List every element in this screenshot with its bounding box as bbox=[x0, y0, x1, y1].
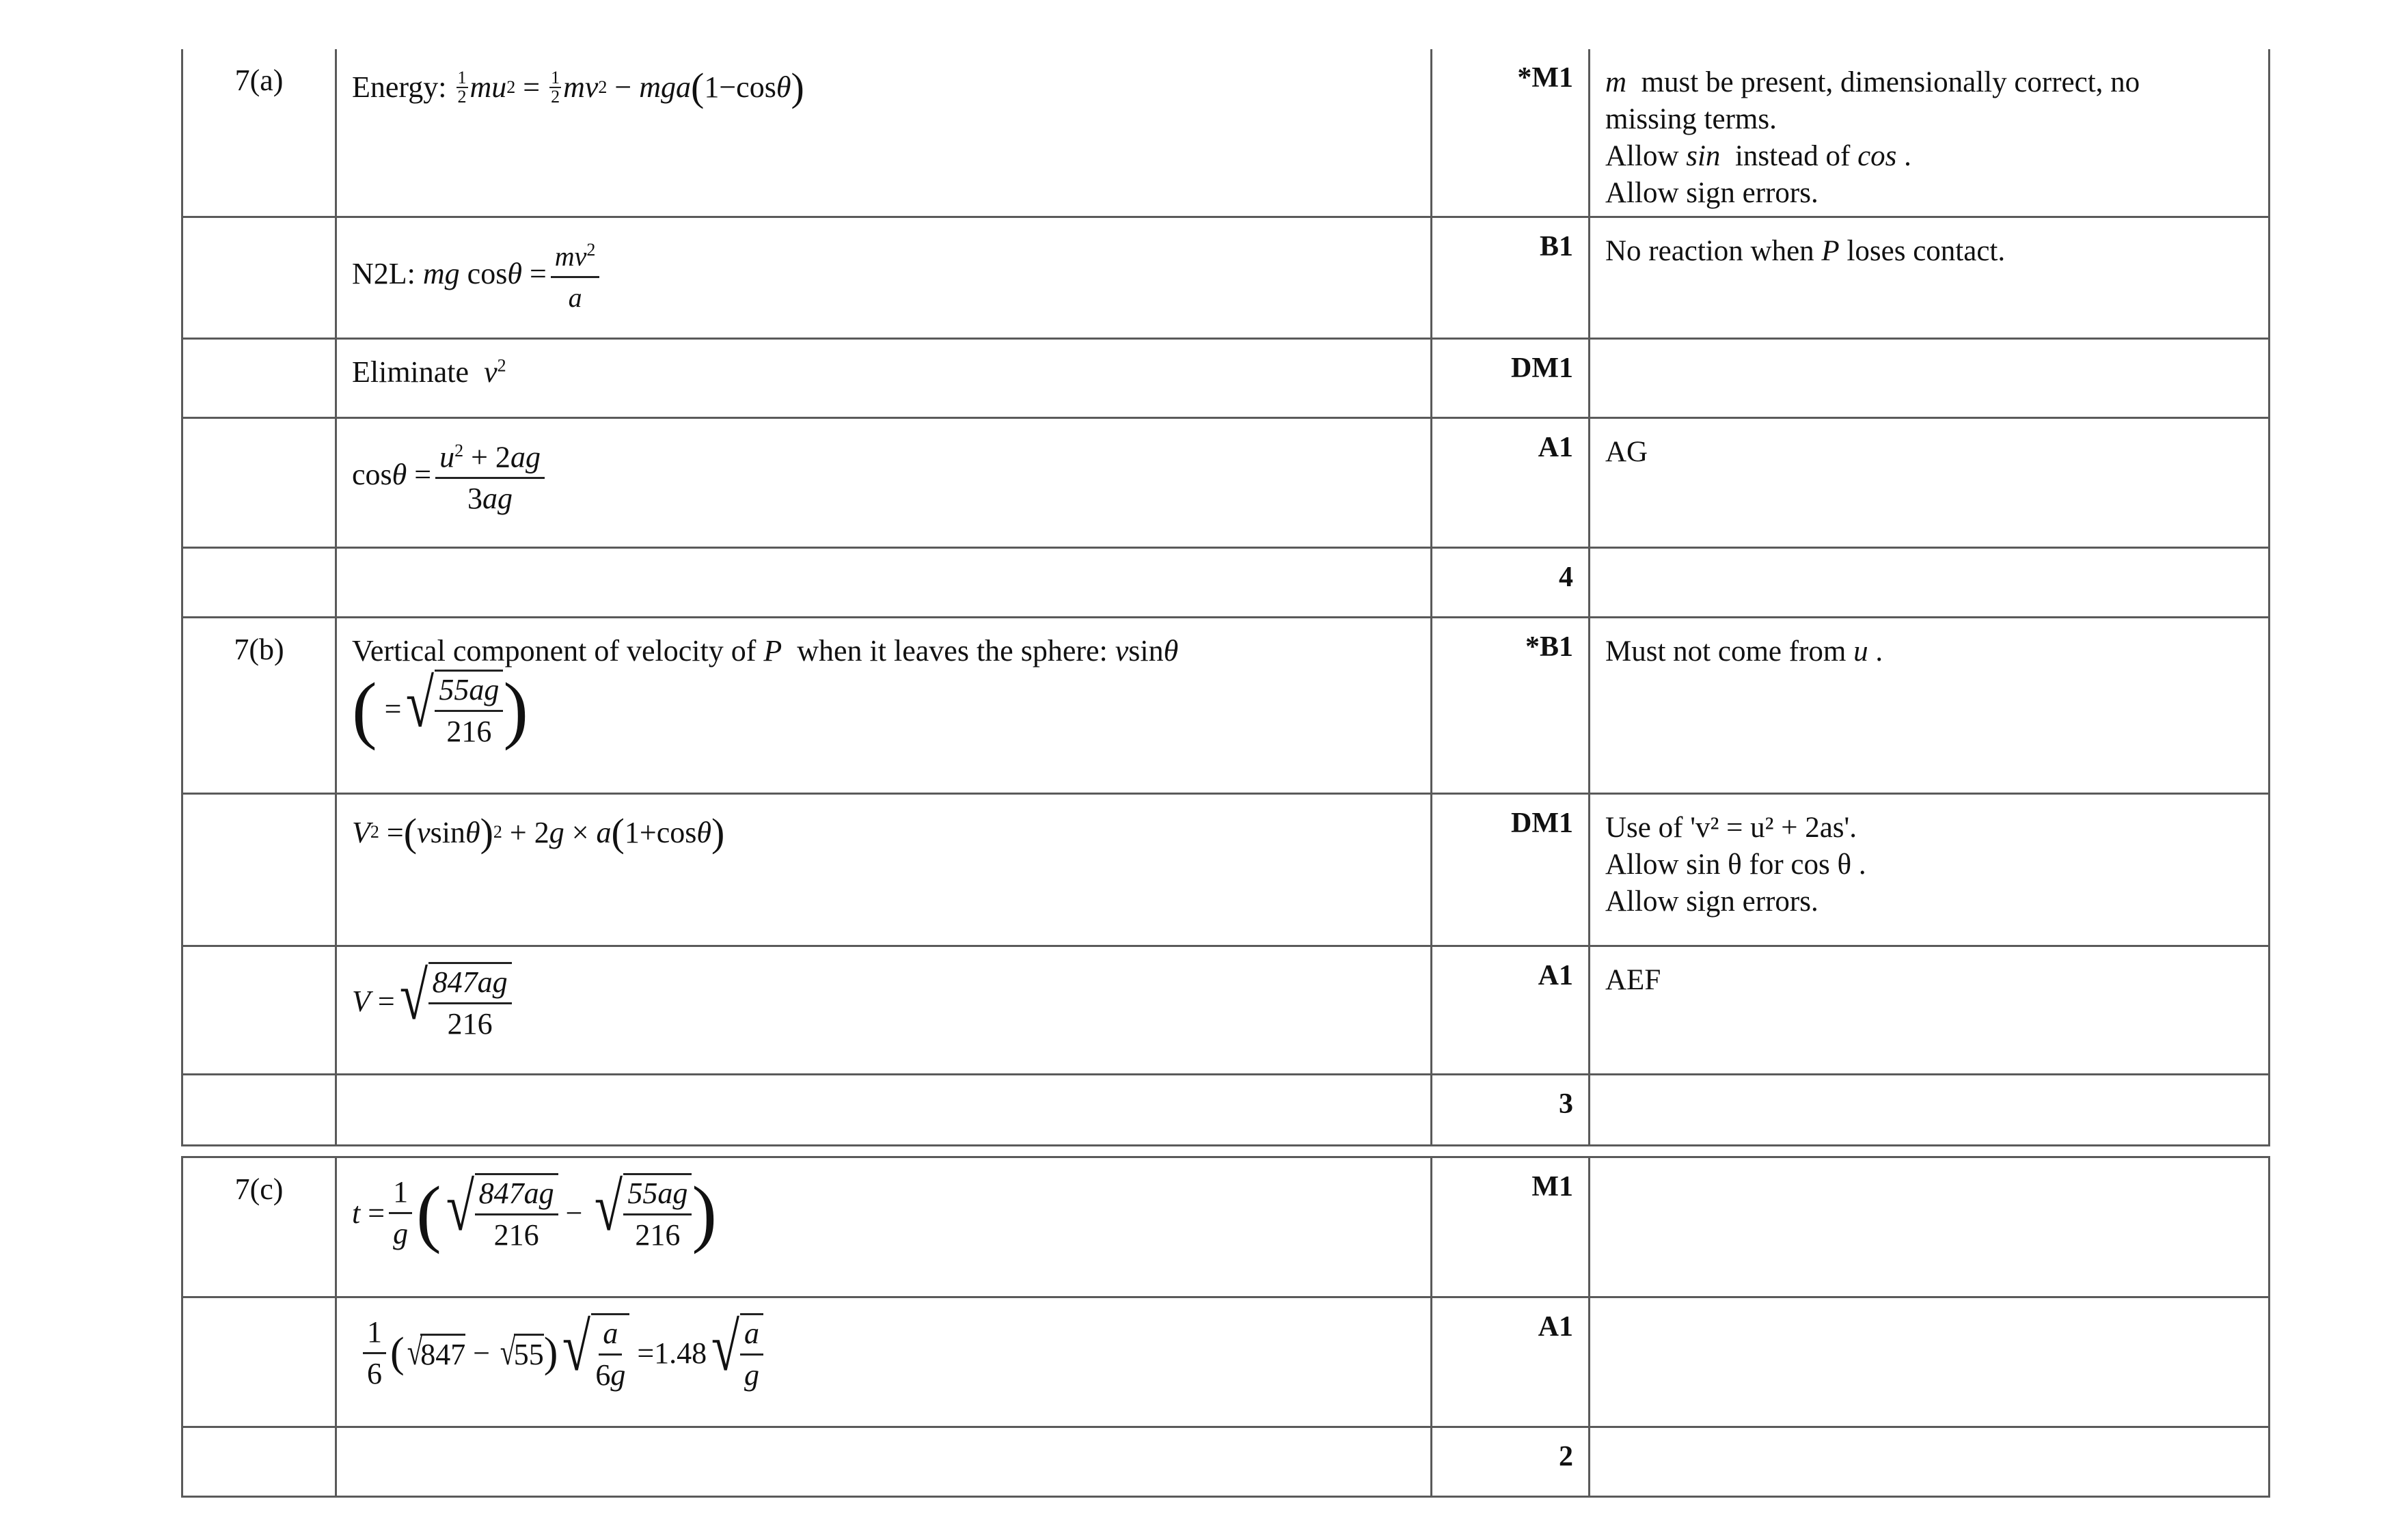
question-number: 7(a) bbox=[182, 49, 336, 217]
guidance-cell: No reaction when P loses contact. bbox=[1590, 217, 2270, 338]
mark-total: 3 bbox=[1432, 1074, 1590, 1145]
answer-cell: V = √ $\frac{847ag}{216}$ bbox=[336, 946, 1432, 1074]
table-row bbox=[182, 1427, 2270, 1497]
table-row bbox=[182, 946, 2270, 1074]
mark-code: A1 bbox=[1432, 1297, 1590, 1427]
guidance-cell: AEF bbox=[1590, 946, 2270, 1074]
guidance-cell bbox=[1590, 338, 2270, 417]
answer-cell: N2L: mg cos θ = $\frac{mv^2}{a}$ bbox=[336, 217, 1432, 338]
answer-cell: $\frac{1}{6}$ ( √ 847 − √ 55 ) √ $\frac{a}{6g}$ =1.48 √ $\frac{a}{g}$ bbox=[336, 1297, 1432, 1427]
answer-cell: Eliminate $v^2$ bbox=[336, 338, 1432, 417]
guidance-cell: AG bbox=[1590, 417, 2270, 547]
question-number: 7(c) bbox=[182, 1157, 336, 1297]
table-row bbox=[182, 49, 2270, 217]
mark-scheme-table-a-b bbox=[181, 49, 2270, 1146]
answer-cell: V 2 = ( v sin θ ) 2 + 2 g × a ( 1+cos θ ) bbox=[336, 793, 1432, 946]
mark-scheme-table-c bbox=[181, 1156, 2270, 1498]
guidance-cell: m must be present, dimensionally correct, no missing terms. Allow sin instead of cos . Allow sign errors. bbox=[1590, 49, 2270, 217]
answer-cell: Vertical component of velocity of P when it leaves the sphere: vsinθ ( = √ $\frac{55ag}{216}$ ) bbox=[336, 617, 1432, 793]
answer-label: Energy: bbox=[352, 70, 447, 104]
table-row bbox=[182, 338, 2270, 417]
mark-code: *B1 bbox=[1432, 617, 1590, 793]
table-row bbox=[182, 1297, 2270, 1427]
table-row bbox=[182, 417, 2270, 547]
question-number: 7(b) bbox=[182, 617, 336, 793]
table-row bbox=[182, 547, 2270, 617]
guidance-cell bbox=[1590, 1157, 2270, 1297]
mark-code: DM1 bbox=[1432, 338, 1590, 417]
table-row bbox=[182, 217, 2270, 338]
mark-code: *M1 bbox=[1432, 49, 1590, 217]
mark-code: A1 bbox=[1432, 417, 1590, 547]
mark-total: 2 bbox=[1432, 1427, 1590, 1497]
answer-cell: t = $\frac{1}{g}$ ( √ $\frac{847ag}{216}$ − √ $\frac{55ag}{216}$ ) bbox=[336, 1157, 1432, 1297]
mark-total: 4 bbox=[1432, 547, 1590, 617]
mark-code: B1 bbox=[1432, 217, 1590, 338]
mark-code: A1 bbox=[1432, 946, 1590, 1074]
guidance-cell: Use of 'v² = u² + 2as'. Allow sin θ for cos θ . Allow sign errors. bbox=[1590, 793, 2270, 946]
table-row bbox=[182, 793, 2270, 946]
table-row bbox=[182, 617, 2270, 793]
guidance-cell bbox=[1590, 1297, 2270, 1427]
answer-cell: Energy: 1 2 mu 2 = 1 2 mv 2 − mga ( 1−cos θ ) bbox=[336, 49, 1432, 217]
table-row bbox=[182, 1074, 2270, 1145]
mark-code: M1 bbox=[1432, 1157, 1590, 1297]
table-row bbox=[182, 1157, 2270, 1297]
guidance-cell: Must not come from u . bbox=[1590, 617, 2270, 793]
answer-cell: cos θ = $\frac{u^2 + 2ag}{3ag}$ bbox=[336, 417, 1432, 547]
mark-code: DM1 bbox=[1432, 793, 1590, 946]
